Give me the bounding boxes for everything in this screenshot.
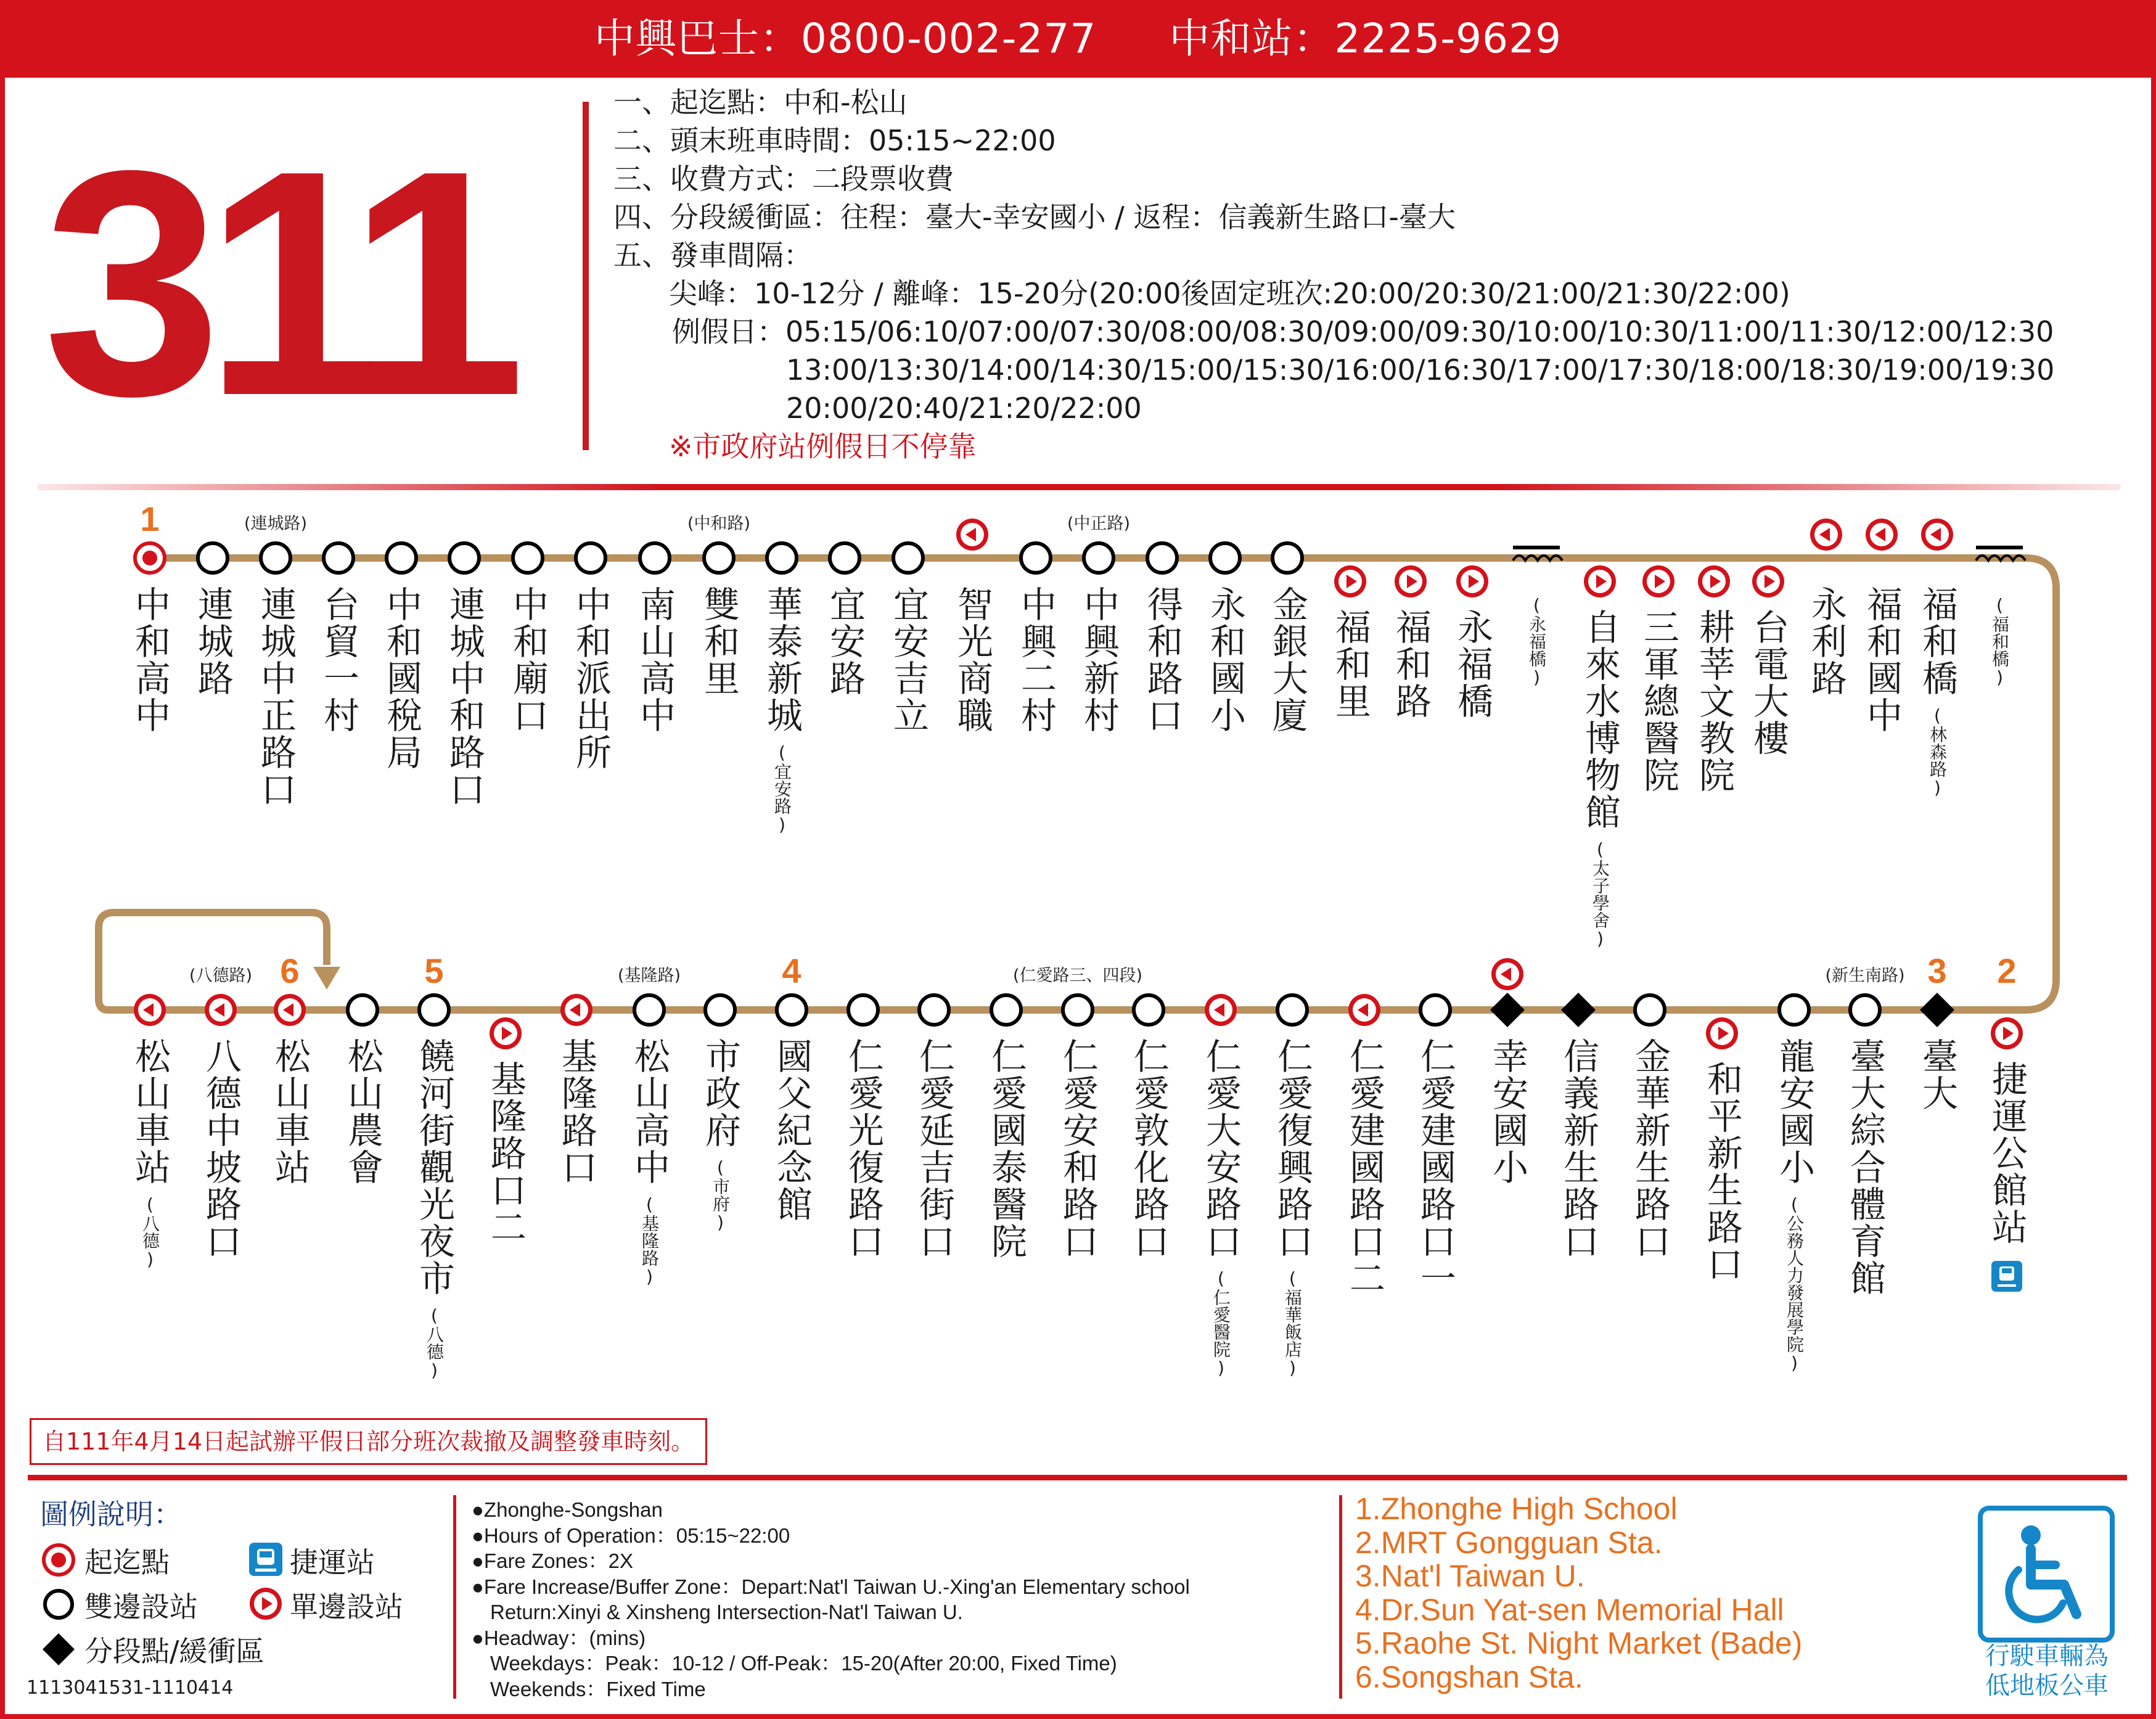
top-stop-28-label: 福和國中: [1861, 586, 1903, 734]
top-stop-0-terminal-dot: [142, 551, 157, 565]
bottom-stop-22-label: 和平新生路口: [1701, 1061, 1743, 1282]
bottom-stop-18-label: 仁愛建國路口一: [1414, 1038, 1456, 1297]
landmark-4: 4.Dr.Sun Yat-sen Memorial Hall: [1355, 1592, 1784, 1627]
top-stop-26-label: 台電大樓: [1747, 609, 1789, 757]
bottom-stop-15-label: 仁愛大安路口(仁愛醫院): [1200, 1038, 1242, 1378]
eng-headway: ●Headway：(mins): [472, 1626, 646, 1649]
eng-hours: ●Hours of Operation：05:15~22:00: [472, 1524, 790, 1547]
info-hours: 二、頭末班車時間：05:15~22:00: [613, 124, 1056, 157]
top-stop-20-label: 福和路: [1390, 609, 1432, 720]
operator-phone[interactable]: 中興巴士：0800-002-277: [594, 15, 1097, 62]
bottom-stop-5-label: 基隆路口二: [485, 1061, 527, 1245]
bottom-stop-18-stop-icon: [1420, 995, 1450, 1025]
bottom-stop-8-label: 市政府(市府): [699, 1038, 741, 1233]
bottom-stop-25-section-icon: [1920, 993, 1954, 1027]
bottom-stop-9-label: 國父紀念館: [771, 1038, 813, 1223]
top-stop-22-bridge-icon: [1513, 546, 1560, 549]
bottom-stop-24-label: 臺大綜合體育館: [1844, 1038, 1886, 1297]
route-number: 311: [43, 104, 509, 462]
bottom-stop-9-landmark-number: 4: [782, 951, 801, 990]
bottom-stop-16-label: 仁愛復興路口(福華飯店): [1271, 1038, 1313, 1378]
wheelchair-icon: [1983, 1511, 2110, 1638]
eng-buffer-return: Return:Xinyi & Xinsheng Intersection-Nat'l Taiwan U.: [490, 1601, 963, 1623]
top-stop-15-stop-icon: [1084, 543, 1113, 573]
bottom-stop-20-section-icon: [1561, 993, 1596, 1027]
bottom-stop-19-section-icon: [1490, 993, 1525, 1027]
legend-section: 分段點/緩衝區: [84, 1635, 264, 1668]
bottom-stop-7-label: 松山高中(基隆路): [628, 1038, 670, 1287]
top-stop-3-label: 台貿一村: [318, 586, 359, 734]
bottom-stop-3-stop-icon: [348, 995, 377, 1025]
top-stop-9-label: 雙和里: [698, 586, 740, 697]
info-buffer-zone: 四、分段緩衝區：往程：臺大-幸安國小 / 返程：信義新生路口-臺大: [613, 200, 1456, 234]
top-stop-11-label: 宜安路: [824, 586, 866, 697]
top-stop-0-landmark-number: 1: [140, 499, 160, 538]
bottom-stop-11-stop-icon: [919, 995, 949, 1025]
top-stop-25-label: 耕莘文教院: [1693, 609, 1735, 794]
footer-divider: [28, 1475, 2127, 1480]
eng-weekends: Weekends：Fixed Time: [490, 1677, 706, 1701]
top-stop-12-label: 宜安吉立: [887, 586, 929, 734]
info-fare: 三、收費方式：二段票收費: [613, 162, 954, 195]
bottom-stop-21-label: 金華新生路口: [1629, 1038, 1671, 1260]
bottom-stop-4-label: 饒河街觀光夜市(八德): [413, 1038, 455, 1381]
info-endpoints: 一、起迄點：中和-松山: [613, 86, 908, 119]
top-stop-2-road-label: (連城路): [244, 514, 308, 533]
one-side-stop-icon: [247, 1585, 285, 1623]
landmark-6: 6.Songshan Sta.: [1355, 1659, 1583, 1694]
top-stop-3-stop-icon: [324, 543, 353, 573]
bottom-stop-12-label: 仁愛國泰醫院: [985, 1038, 1027, 1260]
top-stop-9-road-label: (中和路): [687, 514, 751, 533]
bottom-stop-9-stop-icon: [777, 995, 806, 1025]
bottom-stop-13-label: 仁愛安和路口: [1057, 1038, 1099, 1260]
top-stop-16-stop-icon: [1147, 543, 1177, 573]
bottom-stop-0-label: 松山車站(八德): [129, 1038, 171, 1270]
both-sides-stop-icon: [40, 1586, 77, 1623]
landmark-5: 5.Raohe St. Night Market (Bade): [1355, 1626, 1803, 1660]
bottom-stop-2-label: 松山車站: [269, 1038, 311, 1186]
legend-terminal: 起迄點: [84, 1546, 170, 1579]
bottom-stop-21-stop-icon: [1635, 995, 1665, 1025]
info-weekend-1: 例假日：05:15/06:10/07:00/07:30/08:00/08:30/09:00/09:30/10:00/10:30/11:00/11:30/12:00/12:30: [672, 315, 2054, 348]
bottom-stop-12-stop-icon: [991, 995, 1021, 1025]
bottom-stop-14-stop-icon: [1134, 995, 1163, 1025]
top-stop-15-label: 中興新村: [1078, 586, 1120, 734]
bottom-stop-4-stop-icon: [419, 995, 449, 1025]
top-stop-23-label: 自來水博物館(太子學舍): [1579, 609, 1621, 949]
bottom-stop-26-landmark-number: 2: [1997, 951, 2017, 990]
bottom-stop-10-stop-icon: [848, 995, 878, 1025]
loop-arrow-icon: [313, 967, 340, 990]
top-stop-13-label: 智光商職: [951, 586, 993, 734]
top-stop-8-label: 南山高中: [634, 586, 676, 734]
top-stop-12-stop-icon: [893, 543, 923, 573]
top-stop-2-label: 連城中正路口: [255, 586, 297, 808]
top-stop-1-label: 連城路: [192, 586, 234, 697]
eng-buffer-depart: ●Fare Increase/Buffer Zone：Depart:Nat'l Taiwan U.-Xing'an Elementary school: [472, 1575, 1190, 1598]
top-stop-16-label: 得和路口: [1141, 586, 1183, 734]
doc-code: 1113041531-1110414: [27, 1677, 234, 1699]
mrt-station-icon: [1991, 1261, 2022, 1292]
landmark-2: 2.MRT Gongguan Sta.: [1355, 1525, 1663, 1560]
top-stop-9-stop-icon: [704, 543, 734, 573]
top-stop-4-label: 中和國稅局: [380, 586, 422, 771]
top-stop-18-label: 金銀大廈: [1266, 586, 1308, 734]
bottom-stop-24-stop-icon: [1850, 995, 1880, 1025]
bottom-stop-23-label: 龍安國小(公務人力發展學院): [1773, 1038, 1815, 1373]
bottom-stop-8-stop-icon: [705, 995, 735, 1025]
mrt-icon: [247, 1540, 285, 1578]
top-stop-29-label: 福和橋(林森路): [1916, 586, 1958, 798]
legend-oneside: 單邊設站: [290, 1590, 403, 1623]
accessible-bus-badge: [1978, 1506, 2115, 1643]
top-stop-18-stop-icon: [1273, 543, 1302, 573]
bottom-stop-7-stop-icon: [634, 995, 664, 1025]
english-info: [472, 1497, 1190, 1702]
bottom-stop-23-stop-icon: [1779, 995, 1809, 1025]
top-stop-19-label: 福和里: [1329, 609, 1371, 720]
bottom-stop-6-label: 基隆路口: [555, 1038, 597, 1186]
top-stop-5-label: 連城中和路口: [443, 586, 485, 808]
bottom-stop-13-road-label: (仁愛路三、四段): [1012, 966, 1143, 985]
info-peak: 尖峰：10-12分 / 離峰：15-20分(20:00後固定班次:20:00/20:30/21:00/21:30/22:00): [669, 277, 1790, 310]
info-note: ※市政府站例假日不停靠: [669, 430, 977, 463]
legend-title: 圖例說明：: [40, 1498, 182, 1531]
bottom-stop-11-label: 仁愛延吉街口: [913, 1038, 955, 1260]
bottom-stop-10-label: 仁愛光復路口: [842, 1038, 884, 1260]
top-stop-10-stop-icon: [767, 543, 797, 573]
top-stop-2-stop-icon: [261, 543, 290, 573]
top-stop-11-stop-icon: [830, 543, 859, 573]
bottom-stop-2-landmark-number: 6: [280, 951, 300, 990]
top-stop-14-label: 中興二村: [1015, 586, 1057, 734]
accessible-bus-text: [1961, 1641, 2133, 1701]
top-stop-7-label: 中和派出所: [570, 586, 612, 771]
accessible-line-1: 行駛車輛為: [1985, 1642, 2109, 1670]
top-stop-24-label: 三軍總醫院: [1637, 609, 1679, 794]
landmark-3: 3.Nat'l Taiwan U.: [1355, 1559, 1585, 1593]
top-stop-6-label: 中和廟口: [507, 586, 549, 734]
english-divider: [453, 1495, 456, 1699]
top-stop-5-stop-icon: [449, 543, 479, 573]
legend-both: 雙邊設站: [84, 1590, 198, 1623]
top-stop-15-road-label: (中正路): [1067, 514, 1131, 533]
eng-fare: ●Fare Zones：2X: [472, 1549, 634, 1572]
accessible-line-2: 低地板公車: [1985, 1672, 2109, 1700]
section-point-icon: [40, 1631, 77, 1668]
bottom-stop-20-label: 信義新生路口: [1557, 1038, 1599, 1260]
landmarks-list: [1355, 1492, 1802, 1694]
top-stop-4-stop-icon: [387, 543, 416, 573]
eng-weekdays: Weekdays：Peak：10-12 / Off-Peak：15-20(After 20:00, Fixed Time): [490, 1652, 1117, 1675]
bottom-stop-19-label: 幸安國小: [1486, 1038, 1528, 1186]
bottom-stop-1-label: 八德中坡路口: [200, 1038, 242, 1260]
top-stop-8-stop-icon: [640, 543, 670, 573]
bottom-stop-25-landmark-number: 3: [1927, 951, 1947, 990]
top-stop-27-label: 永利路: [1805, 586, 1847, 697]
top-stop-30-road-label: (福和橋): [1990, 595, 2010, 687]
bottom-stop-25-label: 臺大: [1916, 1038, 1958, 1112]
top-stop-17-label: 永和國小: [1204, 586, 1246, 734]
notice-box: 自111年4月14日起試辦平假日部分班次裁撤及調整發車時刻。: [30, 1418, 707, 1465]
info-weekend-3: 20:00/20:40/21:20/22:00: [786, 392, 1142, 425]
bottom-stop-1-road-label: (八德路): [189, 966, 253, 985]
bottom-stop-14-label: 仁愛敦化路口: [1128, 1038, 1170, 1260]
landmark-1: 1.Zhonghe High School: [1355, 1491, 1678, 1526]
bottom-stop-16-stop-icon: [1277, 995, 1307, 1025]
bottom-stop-17-label: 仁愛建國路口二: [1343, 1038, 1385, 1297]
bottom-stop-24-road-label: (新生南路): [1825, 966, 1905, 985]
top-stop-14-stop-icon: [1021, 543, 1051, 573]
top-stop-17-stop-icon: [1210, 543, 1240, 573]
bottom-stop-13-stop-icon: [1063, 995, 1092, 1025]
top-stop-0-label: 中和高中: [129, 586, 171, 734]
top-stop-6-stop-icon: [513, 543, 543, 573]
landmarks-divider: [1339, 1495, 1342, 1699]
info-weekend-2: 13:00/13:30/14:00/14:30/15:00/15:30/16:00/16:30/17:00/17:30/18:00/18:30/19:00/19:30: [786, 353, 2055, 387]
bottom-stop-4-landmark-number: 5: [424, 951, 444, 990]
top-stop-22-road-label: (永福橋): [1527, 595, 1547, 687]
bottom-stop-3-label: 松山農會: [342, 1038, 383, 1186]
top-stop-21-label: 永福橋: [1451, 609, 1493, 720]
top-stop-10-label: 華泰新城(宜安路): [761, 586, 803, 835]
station-phone[interactable]: 中和站：2225-9629: [1169, 15, 1562, 62]
top-stop-1-stop-icon: [198, 543, 227, 573]
bottom-stop-7-road-label: (基隆路): [617, 966, 681, 985]
eng-endpoints: ●Zhonghe-Songshan: [472, 1498, 663, 1521]
info-headway-title: 五、發車間隔：: [613, 239, 812, 272]
terminal-icon: [40, 1541, 77, 1578]
legend-mrt: 捷運站: [290, 1546, 375, 1579]
top-stop-30-bridge-icon: [1976, 546, 2023, 549]
top-stop-7-stop-icon: [576, 543, 605, 573]
bottom-stop-26-label: 捷運公館站: [1986, 1061, 2028, 1245]
